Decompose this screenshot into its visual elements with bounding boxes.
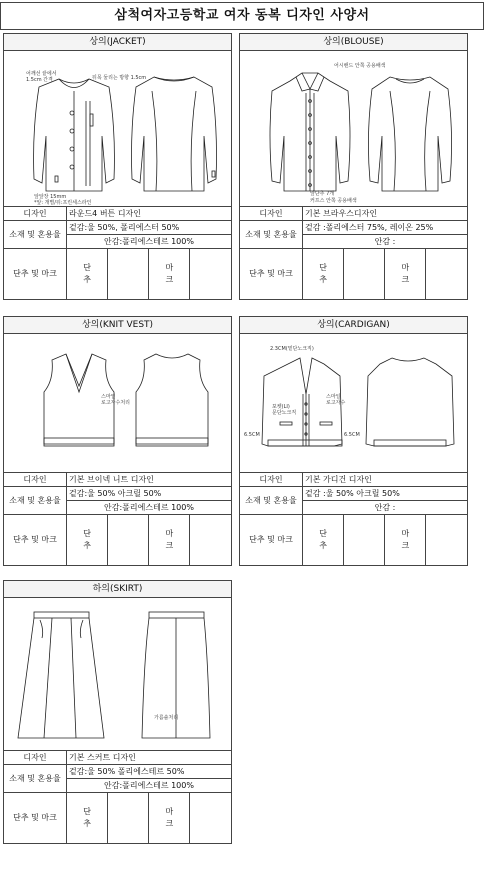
mark-value bbox=[190, 515, 231, 566]
jacket-material-outer: 겉감:울 50%, 폴리에스터 50% bbox=[67, 221, 232, 235]
jacket-design-value: 라운드4 버튼 디자인 bbox=[67, 207, 232, 221]
material-label: 소재 및 혼용율 bbox=[240, 221, 303, 249]
blouse-annotation-2: 앞단추 7개 bbox=[310, 191, 335, 197]
material-label: 소재 및 혼용율 bbox=[4, 221, 67, 249]
mark-value bbox=[426, 249, 467, 300]
button-mark-label: 단추 및 마크 bbox=[4, 793, 67, 844]
cardigan-annotation-1: 2.3CM(밑단노크직) bbox=[270, 346, 314, 352]
button-value bbox=[108, 793, 149, 844]
vest-annotation-2: 로고자수처리 bbox=[101, 400, 130, 406]
blouse-annotation-3: 커프스 안쪽 공용배색 bbox=[310, 198, 357, 204]
button-label: 단 추 bbox=[303, 515, 344, 566]
cardigan-material-outer: 겉감 :울 50% 아크릴 50% bbox=[303, 487, 468, 501]
blouse-drawing bbox=[240, 51, 467, 207]
blouse-illustration bbox=[240, 51, 467, 206]
cardigan-illustration bbox=[240, 334, 467, 472]
button-mark-label: 단추 및 마크 bbox=[240, 249, 303, 300]
mark-label: 마 크 bbox=[385, 249, 426, 300]
button-label: 단 추 bbox=[303, 249, 344, 300]
vest-design-value: 기본 브이넥 니트 디자인 bbox=[67, 473, 232, 487]
blouse-material-lining: 안감 : bbox=[303, 235, 468, 249]
mark-label: 마 크 bbox=[385, 515, 426, 566]
blouse-card bbox=[239, 33, 468, 300]
cardigan-annotation-3: 로고자수 bbox=[326, 400, 346, 406]
blouse-annotation-1: 어시밴드 안쪽 공용배색 bbox=[334, 63, 386, 69]
mark-label: 마 크 bbox=[149, 793, 190, 844]
cardigan-spec-table bbox=[240, 473, 467, 565]
button-value bbox=[108, 515, 149, 566]
cardigan-header: 상의(CARDIGAN) bbox=[240, 317, 467, 334]
jacket-annotation-4: 앞앞장 15mm bbox=[34, 194, 67, 200]
blouse-header: 상의(BLOUSE) bbox=[240, 34, 467, 51]
button-mark-label: 단추 및 마크 bbox=[4, 249, 67, 300]
button-label: 단 추 bbox=[67, 515, 108, 566]
design-label: 디자인 bbox=[4, 751, 67, 765]
design-label: 디자인 bbox=[240, 473, 303, 487]
skirt-drawing bbox=[4, 598, 231, 751]
cardigan-annotation-5: 문단노크직 bbox=[272, 410, 297, 416]
skirt-design-value: 기본 스커트 디자인 bbox=[67, 751, 232, 765]
cardigan-annotation-7: 6.5CM bbox=[344, 432, 360, 438]
jacket-spec-table bbox=[4, 207, 231, 299]
skirt-illustration bbox=[4, 598, 231, 750]
button-value bbox=[108, 249, 149, 300]
jacket-header: 상의(JACKET) bbox=[4, 34, 231, 51]
skirt-material-lining: 안감:폴리에스테르 100% bbox=[67, 779, 232, 793]
button-label: 단 추 bbox=[67, 249, 108, 300]
vest-material-outer: 겉감:울 50% 아크릴 50% bbox=[67, 487, 232, 501]
cardigan-design-value: 기본 가디건 디자인 bbox=[303, 473, 468, 487]
cardigan-card bbox=[239, 316, 468, 566]
design-label: 디자인 bbox=[4, 473, 67, 487]
vest-spec-table bbox=[4, 473, 231, 565]
skirt-header: 하의(SKIRT) bbox=[4, 581, 231, 598]
vest-header: 상의(KNIT VEST) bbox=[4, 317, 231, 334]
skirt-annotation-1: 가름솔처리 bbox=[154, 715, 179, 721]
jacket-drawing bbox=[4, 51, 231, 207]
jacket-annotation-3: 뒤목 둘리는 방향 1.5cm bbox=[92, 75, 147, 81]
mark-label: 마 크 bbox=[149, 249, 190, 300]
button-value bbox=[344, 249, 385, 300]
cardigan-annotation-6: 6.5CM bbox=[244, 432, 260, 438]
skirt-spec-table bbox=[4, 751, 231, 843]
material-label: 소재 및 혼용율 bbox=[4, 765, 67, 793]
mark-label: 마 크 bbox=[149, 515, 190, 566]
document-title: 삼척여자고등학교 여자 동복 디자인 사양서 bbox=[0, 2, 484, 30]
jacket-annotation-1: 어깨선 끝에서 bbox=[26, 71, 57, 77]
material-label: 소재 및 혼용율 bbox=[4, 487, 67, 515]
mark-value bbox=[190, 249, 231, 300]
skirt-card bbox=[3, 580, 232, 844]
vest-annotation-1: 스마일 bbox=[101, 394, 116, 400]
vest-card bbox=[3, 316, 232, 566]
material-label: 소재 및 혼용율 bbox=[240, 487, 303, 515]
jacket-annotation-5: *앞: 개별/뒤:프린세스라인 bbox=[34, 200, 92, 206]
cardigan-annotation-2: 스마일 bbox=[326, 394, 341, 400]
mark-value bbox=[190, 793, 231, 844]
blouse-material-outer: 겉감 :폴리에스터 75%, 레이온 25% bbox=[303, 221, 468, 235]
design-label: 디자인 bbox=[240, 207, 303, 221]
jacket-annotation-2: 1.5cm 간격 bbox=[26, 77, 53, 83]
button-mark-label: 단추 및 마크 bbox=[240, 515, 303, 566]
blouse-spec-table bbox=[240, 207, 467, 299]
cardigan-annotation-4: 포켓(LI) bbox=[272, 404, 290, 410]
button-label: 단 추 bbox=[67, 793, 108, 844]
design-label: 디자인 bbox=[4, 207, 67, 221]
blouse-design-value: 기본 브라우스디자인 bbox=[303, 207, 468, 221]
vest-drawing bbox=[4, 334, 231, 473]
button-value bbox=[344, 515, 385, 566]
vest-material-lining: 안감:폴리에스테르 100% bbox=[67, 501, 232, 515]
jacket-material-lining: 안감:폴리에스테르 100% bbox=[67, 235, 232, 249]
mark-value bbox=[426, 515, 467, 566]
jacket-card bbox=[3, 33, 232, 300]
skirt-material-outer: 겉감:울 50% 폴리에스테르 50% bbox=[67, 765, 232, 779]
button-mark-label: 단추 및 마크 bbox=[4, 515, 67, 566]
cardigan-drawing bbox=[240, 334, 467, 473]
cardigan-material-lining: 안감 : bbox=[303, 501, 468, 515]
